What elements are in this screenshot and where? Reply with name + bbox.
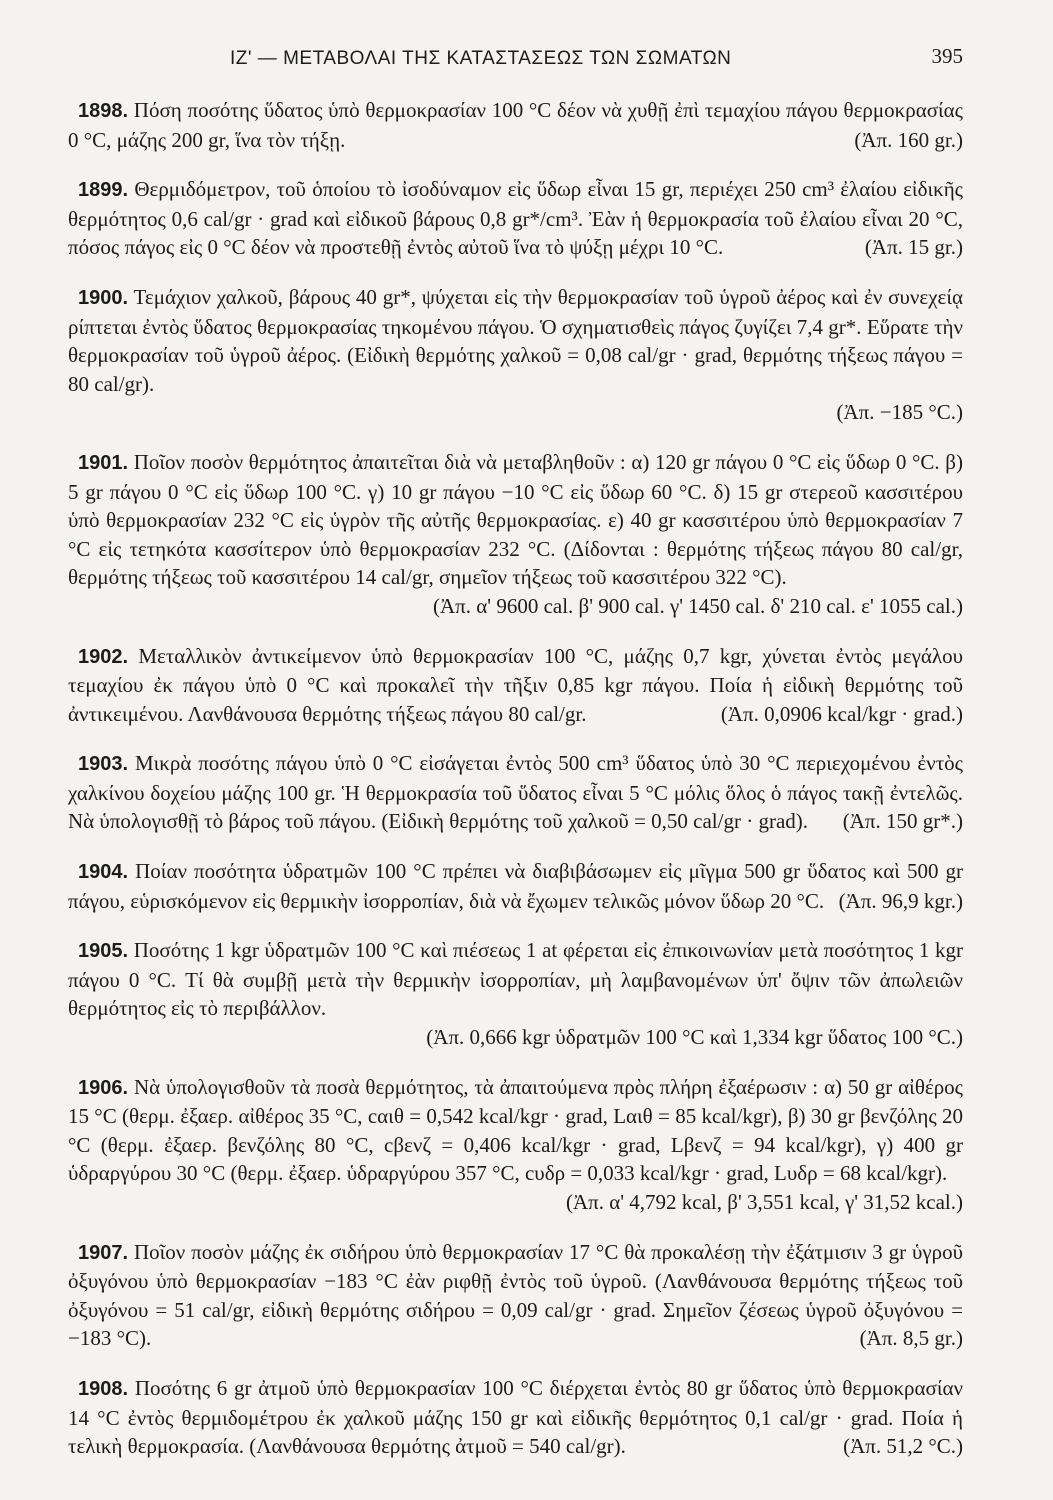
problem-1903 [68,749,963,836]
problem-1904 [68,857,963,915]
problem-list [68,96,963,1482]
problem-text: Τεμάχιον χαλκοῦ, βάρους 40 gr*, ψύχεται εἰς τὴν θερμοκρασίαν τοῦ ὑγροῦ ἀέρος καὶ ἐν συνεχείᾳ ρίπτεται ἐντὸς ὕδατος θερμοκρασίας τηκομένου πάγου. Ὁ σχηματισθεὶς πάγος ζυγίζει 7,4 gr*. Εὕρατε τὴν θερμοκρασίαν τοῦ ὑγροῦ ἀέρος. (Εἰδικὴ θερμότης χαλκοῦ = 0,08 cal/gr · grad, θερμότης τήξεως πάγου = 80 cal/gr). [68,284,963,396]
problem-1898 [68,96,963,154]
problem-text: Πόση ποσότης ὕδατος ὑπὸ θερμοκρασίαν 100 °C δέον νὰ χυθῇ ἐπὶ τεμαχίου πάγου θερμοκρασίας 0 °C, μάζης 200 gr, ἵνα τὸν τήξῃ. [68,98,963,152]
problem-1908 [68,1374,963,1461]
problem-answer: (Ἀπ. 0,666 kgr ὑδρατμῶν 100 °C καὶ 1,334 kgr ὕδατος 100 °C.) [426,1025,963,1050]
problem-text: Θερμιδόμετρον, τοῦ ὁποίου τὸ ἰσοδύναμον εἰς ὕδωρ εἶναι 15 gr, περιέχει 250 cm³ ἐλαίου εἰδικῆς θερμότητος 0,6 cal/gr · grad καὶ εἰδικοῦ βάρους 0,8 gr*/cm³. Ἐὰν ἡ θερμοκρασία τοῦ ἐλαίου εἶναι 20 °C, πόσος πάγος εἰς 0 °C δέον νὰ προστεθῇ ἐντὸς αὐτοῦ ἵνα τὸ ψύξῃ μέχρι 10 °C. [68,177,964,260]
problem-text: Μεταλλικὸν ἀντικείμενον ὑπὸ θερμοκρασίαν 100 °C, μάζης 0,7 kgr, χύνεται ἐντὸς μεγάλου τεμαχίου ἐκ πάγου ὑπὸ 0 °C καὶ προκαλεῖ τὴν τῆξιν 0,85 kgr πάγου. Ποία ἡ εἰδικὴ θερμότης τοῦ ἀντικειμένου. Λανθάνουσα θερμότης τήξεως πάγου 80 cal/gr. [68,643,963,726]
problem-number: 1904. [78,861,129,884]
problem-number: 1898. [78,100,129,122]
problem-answer: (Ἀπ. 51,2 °C.) [843,1434,963,1459]
problem-answer: (Ἀπ. α' 9600 cal. β' 900 cal. γ' 1450 cal. δ' 210 cal. ε' 1055 cal.) [433,593,963,618]
problem-1902 [68,642,963,729]
problem-text: Ποῖον ποσὸν θερμότητος ἀπαιτεῖται διὰ νὰ μεταβληθοῦν : α) 120 gr πάγου 0 °C εἰς ὕδωρ 0 °C. β) 5 gr πάγου 0 °C εἰς ὕδωρ 100 °C. γ) 10 gr πάγου −10 °C εἰς ὕδωρ 60 °C. δ) 15 gr στερεοῦ κασσιτέρου ὑπὸ θερμοκρασίαν 232 °C εἰς ὑγρὸν τῆς αὐτῆς θερμοκρασίας. ε) 40 gr κασσιτέρου ὑπὸ θερμοκρασίαν 7 °C εἰς τετηκότα κασσίτερον ὑπὸ θερμοκρασίαν 232 °C. (Δίδονται : θερμότης τήξεως πάγου 80 cal/gr, θερμότης τήξεως τοῦ κασσιτέρου 14 cal/gr, σημεῖον τήξεως τοῦ κασσιτέρου 322 °C). [68,449,963,590]
problem-answer: (Ἀπ. 160 gr.) [854,127,963,152]
problem-answer: (Ἀπ. 150 gr*.) [842,809,963,834]
problem-1901 [68,448,963,621]
running-head: ΙΖ' — ΜΕΤΑΒΟΛΑΙ ΤΗΣ ΚΑΤΑΣΤΑΣΕΩΣ ΤΩΝ ΣΩΜΑΤΩΝ [230,48,732,69]
problem-1899 [68,175,963,262]
problem-number: 1900. [78,286,129,309]
problem-number: 1902. [78,645,129,668]
problem-answer: (Ἀπ. 15 gr.) [864,235,963,260]
problem-number: 1903. [78,753,129,776]
problem-number: 1899. [78,179,129,202]
problem-number: 1901. [78,451,129,474]
page-header [230,44,963,78]
problem-text: Ποσότης 1 kgr ὑδρατμῶν 100 °C καὶ πιέσεως 1 at φέρεται εἰς ἐπικοινωνίαν μετὰ ποσότητος 1 kgr πάγου 0 °C. Τί θὰ συμβῇ μετὰ τὴν θερμικὴν ἰσορροπίαν, μὴ λαμβανομένων ὑπ' ὄψιν τῶν ἀπωλειῶν θερμότητος εἰς τὸ περιβάλλον. [68,938,964,1021]
problem-text: Νὰ ὑπολογισθοῦν τὰ ποσὰ θερμότητος, τὰ ἀπαιτούμενα πρὸς πλήρη ἐξαέρωσιν : α) 50 gr αἰθέρος 15 °C (θερμ. ἐξαερ. αἰθέρος 35 °C, cαιθ = 0,542 kcal/kgr · grad, Lαιθ = 85 kcal/kgr), β) 30 gr βενζόλης 20 °C (θερμ. ἐξαερ. βενζόλης 80 °C, cβενζ = 0,406 kcal/kgr · grad, Lβενζ = 94 kcal/kgr), γ) 400 gr ὑδραργύρου 30 °C (θερμ. ἐξαερ. ὑδραργύρου 357 °C, cυδρ = 0,033 kcal/kgr · grad, Lυδρ = 68 kcal/kgr). [68,1074,963,1186]
problem-text: Ποίαν ποσότητα ὑδρατμῶν 100 °C πρέπει νὰ διαβιβάσωμεν εἰς μῖγμα 500 gr ὕδατος καὶ 500 gr πάγου, εὑρισκόμενον εἰς θερμικὴν ἰσορροπίαν, διὰ νὰ ἔχωμεν τελικῶς μόνον ὕδωρ 20 °C. [68,859,964,913]
problem-1900 [68,283,963,427]
problem-answer: (Ἀπ. 0,0906 kcal/kgr · grad.) [720,701,963,726]
problem-text: Μικρὰ ποσότης πάγου ὑπὸ 0 °C εἰσάγεται ἐντὸς 500 cm³ ὕδατος ὑπὸ 30 °C περιεχομένου ἐντὸς χαλκίνου δοχείου μάζης 100 gr. Ἡ θερμοκρασία τοῦ ὕδατος εἶναι 5 °C μόλις ὅλος ὁ πάγος τακῇ ἐντελῶς. Νὰ ὑπολογισθῇ τὸ βάρος τοῦ πάγου. (Εἰδικὴ θερμότης τοῦ χαλκοῦ = 0,50 cal/gr · grad). [68,751,963,834]
problem-number: 1905. [78,940,129,963]
problem-1905 [68,936,963,1051]
problem-answer: (Ἀπ. 96,9 kgr.) [838,888,963,913]
problem-1906 [68,1073,963,1217]
problem-answer: (Ἀπ. 8,5 gr.) [859,1326,963,1351]
problem-answer: (Ἀπ. α' 4,792 kcal, β' 3,551 kcal, γ' 31,52 kcal.) [565,1190,963,1214]
problem-number: 1908. [78,1377,129,1400]
problem-number: 1907. [78,1241,129,1264]
problem-number: 1906. [78,1076,129,1099]
page-number: 395 [931,44,963,68]
problem-answer: (Ἀπ. −185 °C.) [836,400,963,425]
problem-text: Ποσότης 6 gr ἀτμοῦ ὑπὸ θερμοκρασίαν 100 °C διέρχεται ἐντὸς 80 gr ὕδατος ὑπὸ θερμοκρασίαν 14 °C ἐντὸς θερμιδομέτρου ἐκ χαλκοῦ μάζης 150 gr καὶ εἰδικῆς θερμότητος 0,1 cal/gr · grad. Ποία ἡ τελικὴ θερμοκρασία. (Λανθάνουσα θερμότης ἀτμοῦ = 540 cal/gr). [68,1375,963,1459]
problem-1907 [68,1238,963,1353]
problem-text: Ποῖον ποσὸν μάζης ἐκ σιδήρου ὑπὸ θερμοκρασίαν 17 °C θὰ προκαλέσῃ τὴν ἐξάτμισιν 3 gr ὑγροῦ ὀξυγόνου ὑπὸ θερμοκρασίαν −183 °C ἐὰν ριφθῇ ἐντὸς τοῦ ὑγροῦ. (Λανθάνουσα θερμότης τήξεως τοῦ ὀξυγόνου = 51 cal/gr, εἰδικὴ θερμότης σιδήρου = 0,09 cal/gr · grad. Σημεῖον ζέσεως ὑγροῦ ὀξυγόνου = −183 °C). [68,1239,964,1351]
